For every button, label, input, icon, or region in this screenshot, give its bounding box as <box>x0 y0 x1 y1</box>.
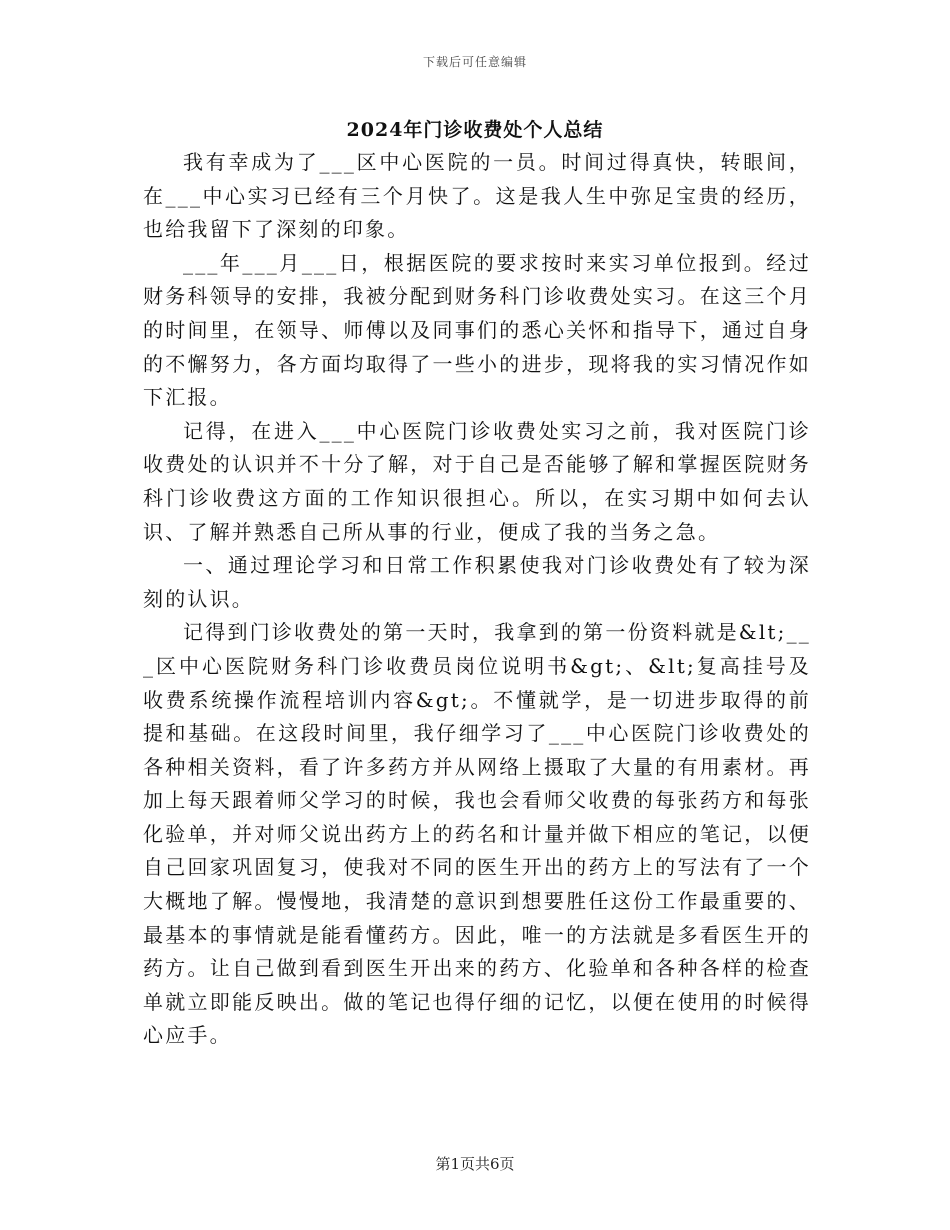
paragraph-1: 我有幸成为了___区中心医院的一员。时间过得真快，转眼间，在___中心实习已经有三个月快了。这是我人生中弥足宝贵的经历，也给我留下了深刻的印象。 <box>143 150 811 242</box>
document-title: 2024年门诊收费处个人总结 <box>346 119 604 141</box>
paragraph-4: 一、通过理论学习和日常工作积累使我对门诊收费处有了较为深刻的认识。 <box>143 553 811 611</box>
paragraph-5: 记得到门诊收费处的第一天时，我拿到的第一份资料就是&lt;___区中心医院财务科门诊收费员岗位说明书&gt;、&lt;复高挂号及收费系统操作流程培训内容&gt;。不懂就学，是一切进步取得的前提和基础。在这段时间里，我仔细学习了___中心医院门诊收费处的各种相关资料，看了许多药方并从网络上摄取了大量的有用素材。再加上每天跟着师父学习的时候，我也会看师父收费的每张药方和每张化验单，并对师父说出药方上的药名和计量并做下相应的笔记，以便自己回家巩固复习，使我对不同的医生开出的药方上的写法有了一个大概地了解。慢慢地，我清楚的意识到想要胜任这份工作最重要的、最基本的事情就是能看懂药方。因此，唯一的方法就是多看医生开的药方。让自己做到看到医生开出来的药方、化验单和各种各样的检查单就立即能反映出。做的笔记也得仔细的记忆，以便在使用的时候得心应手。 <box>143 620 811 1048</box>
paragraph-2: ___年___月___日，根据医院的要求按时来实习单位报到。经过财务科领导的安排，我被分配到财务科门诊收费处实习。在这三个月的时间里，在领导、师傅以及同事们的悉心关怀和指导下，通过自身的不懈努力，各方面均取得了一些小的进步，现将我的实习情况作如下汇报。 <box>143 250 811 410</box>
header-note: 下载后可任意编辑 <box>422 55 527 69</box>
page-number-footer: 第1页共6页 <box>435 1155 515 1173</box>
document-body <box>143 146 811 1053</box>
paragraph-3: 记得，在进入___中心医院门诊收费处实习之前，我对医院门诊收费处的认识并不十分了解，对于自己是否能够了解和掌握医院财务科门诊收费这方面的工作知识很担心。所以，在实习期中如何去认识、了解并熟悉自己所从事的行业，便成了我的当务之急。 <box>143 418 811 544</box>
